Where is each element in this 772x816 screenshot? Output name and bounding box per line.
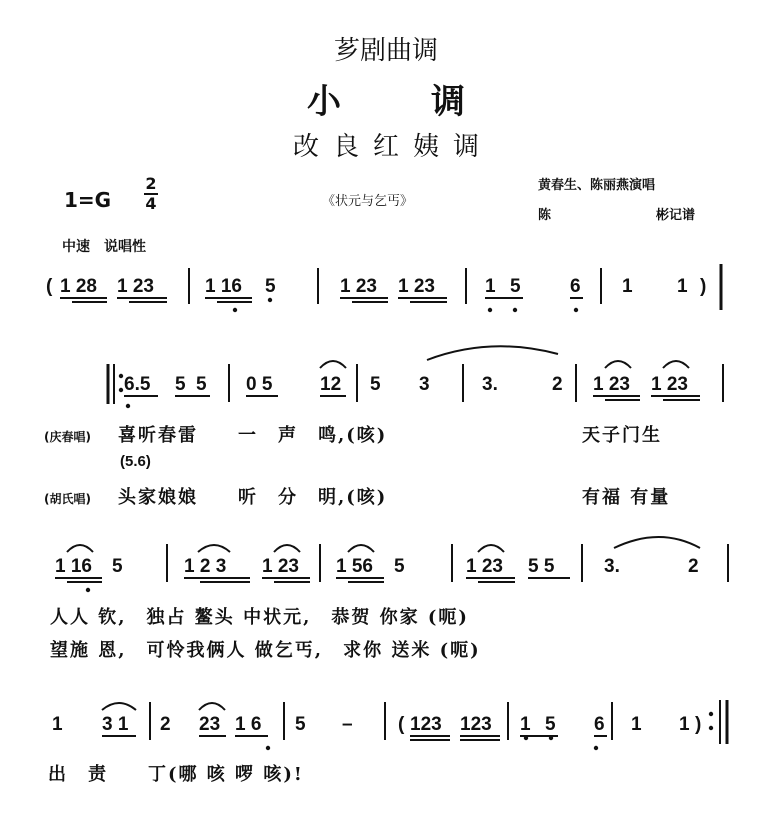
song-subtitle: 改良红姨调 [292, 132, 493, 162]
lyric-line: 人人 钦, 独占 鳌头 中状元, 恭贺 你家 (呃) [50, 607, 469, 628]
note: 1 [485, 276, 496, 297]
note: 3 [419, 374, 430, 395]
note: 1 56 [336, 556, 373, 577]
note: 3. [482, 374, 498, 395]
note: 1 [520, 714, 531, 735]
source-opera: 《状元与乞丐》 [322, 194, 414, 209]
note: 1 [677, 276, 688, 297]
note: 5 [370, 374, 381, 395]
note: 1 2 3 [184, 556, 227, 577]
note: 5 [265, 276, 276, 297]
note: 5 [175, 374, 186, 395]
time-top: 2 [145, 174, 157, 193]
genre-heading: 芗剧曲调 [333, 36, 438, 66]
note: 12 [320, 374, 342, 395]
note: 1 23 [466, 556, 503, 577]
note: 1 6 [235, 714, 262, 735]
note: 6 [570, 276, 581, 297]
note: ) [700, 276, 707, 297]
note: 1 23 [340, 276, 377, 297]
note: 5 [545, 714, 556, 735]
recorder-credit: 彬记谱 [656, 208, 696, 223]
note: 5 [394, 556, 405, 577]
note: 1 23 [117, 276, 154, 297]
time-bottom: 4 [145, 194, 157, 213]
note: 5 [196, 374, 207, 395]
lyric-line: 喜听春雷 一 声 鸣,(咳) [118, 425, 388, 446]
note: ) [695, 714, 702, 735]
note: 1 28 [60, 276, 97, 297]
note: 3 1 [102, 714, 129, 735]
note: 5 [510, 276, 521, 297]
note: 23 [199, 714, 221, 735]
note: – [342, 714, 353, 735]
note: 1 23 [593, 374, 630, 395]
note: 1 [622, 276, 633, 297]
note: ( [46, 276, 53, 297]
song-title: 小调 [307, 82, 555, 122]
note: 1 16 [55, 556, 92, 577]
lyric-line: 头家娘娘 听 分 明,(咳) [118, 487, 388, 508]
recorder-surname: 陈 [538, 208, 552, 223]
note: 123 [410, 714, 442, 735]
lyric-line: 有福 有量 [582, 487, 671, 508]
note: 5 [112, 556, 123, 577]
note: 1 [679, 714, 690, 735]
note: ( [398, 714, 405, 735]
tempo-marking: 中速 说唱性 [62, 239, 146, 255]
note: 1 23 [651, 374, 688, 395]
note: 1 23 [262, 556, 299, 577]
note: 3. [604, 556, 620, 577]
note: 1 [52, 714, 63, 735]
note: 1 16 [205, 276, 242, 297]
lyric-line: 望施 恩, 可怜我俩人 做乞丐, 求你 送米 (呃) [50, 640, 481, 661]
note: 2 [688, 556, 699, 577]
note: 1 23 [398, 276, 435, 297]
ornament-note: (5.6) [120, 453, 151, 470]
note: 5 5 [528, 556, 555, 577]
key-signature: 1=G [64, 188, 112, 212]
note: 2 [552, 374, 563, 395]
note: 0 5 [246, 374, 273, 395]
role-label: (庆春唱) [44, 430, 91, 444]
performers-credit: 黄春生、陈丽燕演唱 [538, 178, 656, 193]
note: 6 [594, 714, 605, 735]
note: 2 [160, 714, 171, 735]
lyric-line: 出 责 丁(哪 咳 啰 咳)! [48, 764, 304, 785]
note: 1 [631, 714, 642, 735]
role-label: (胡氏唱) [44, 492, 91, 506]
note: 5 [295, 714, 306, 735]
note: 6.5 [124, 374, 151, 395]
lyric-line: 天子门生 [582, 425, 662, 446]
note: 123 [460, 714, 492, 735]
